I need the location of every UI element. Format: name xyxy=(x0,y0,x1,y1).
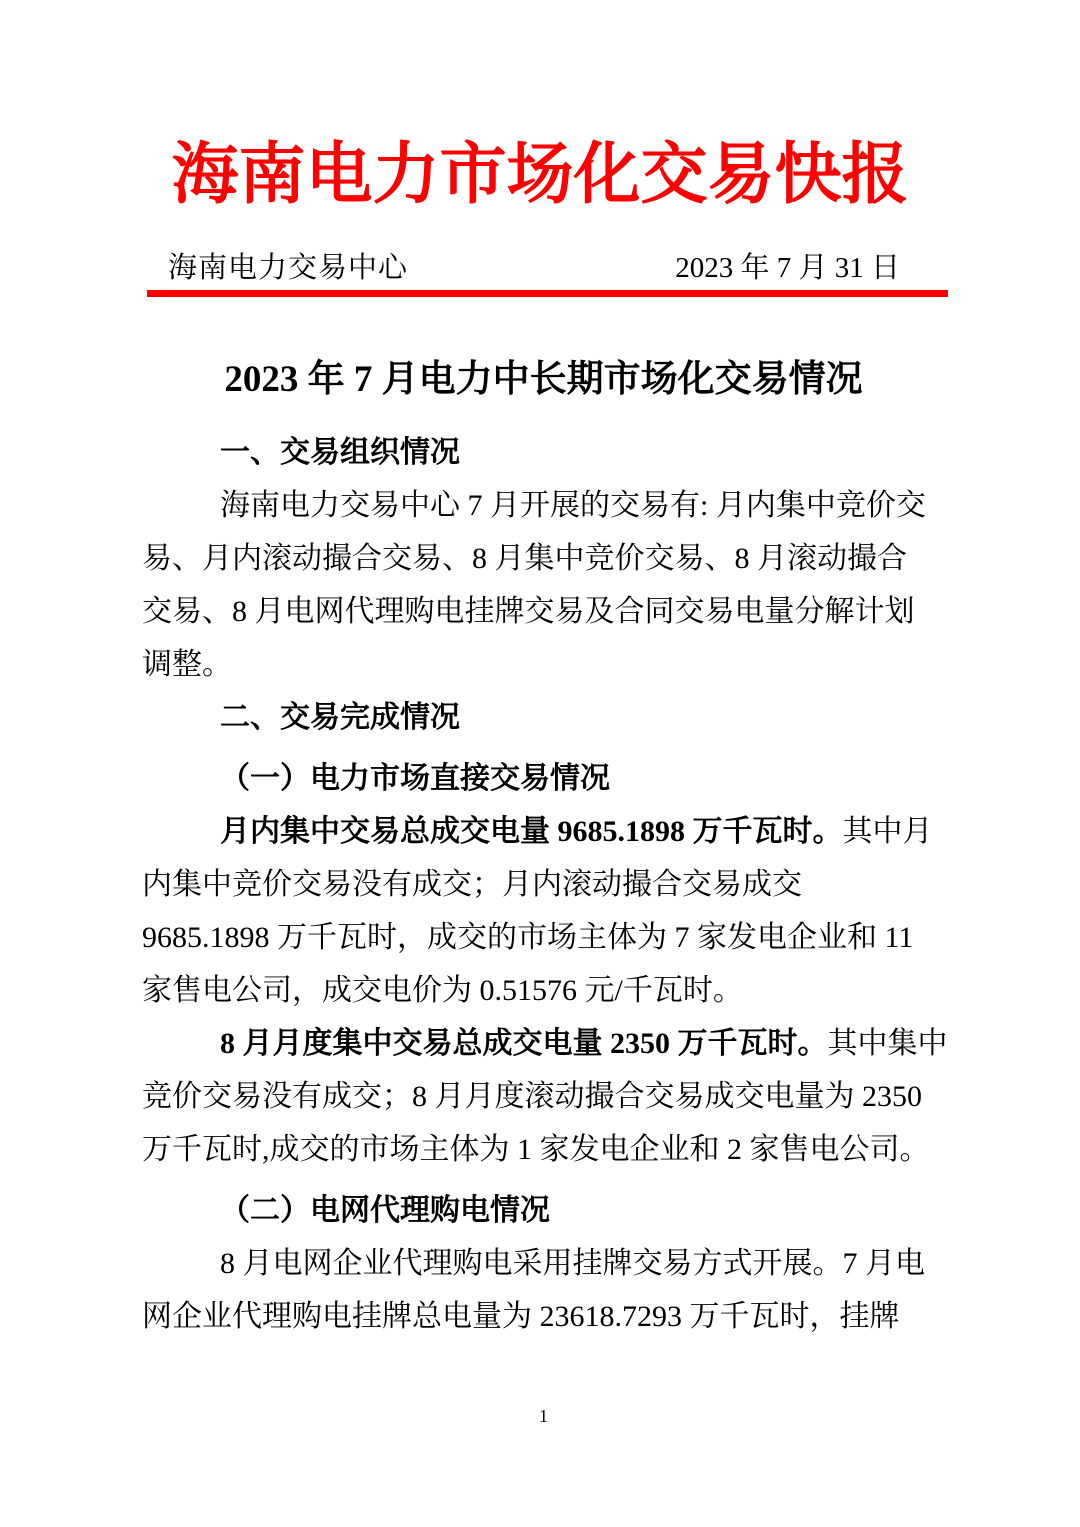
paragraph-2-line-2: 内集中竞价交易没有成交；月内滚动撮合交易成交 xyxy=(142,868,802,901)
masthead-date: 2023 年 7 月 31 日 xyxy=(675,252,900,284)
subsection-2-heading: （二）电网代理购电情况 xyxy=(220,1194,550,1227)
paragraph-2-line-1-rest: 其中月 xyxy=(842,815,933,848)
article-title: 2023 年 7 月电力中长期市场化交易情况 xyxy=(224,359,863,400)
paragraph-3-bold-lead: 8 月月度集中交易总成交电量 2350 万千瓦时。 xyxy=(220,1027,828,1060)
paragraph-1-line-4: 调整。 xyxy=(142,648,232,681)
subsection-1-heading: （一）电力市场直接交易情况 xyxy=(220,762,610,795)
paragraph-2-line-1 xyxy=(142,805,945,858)
paragraph-2-line-3: 9685.1898 万千瓦时，成交的市场主体为 7 家发电企业和 11 xyxy=(142,921,914,954)
paragraph-1-line-1: 海南电力交易中心 7 月开展的交易有: 月内集中竞价交 xyxy=(220,489,926,522)
paragraph-3-line-2: 竞价交易没有成交；8 月月度滚动撮合交易成交电量为 2350 xyxy=(142,1080,922,1113)
paragraph-1-line-3: 交易、8 月电网代理购电挂牌交易及合同交易电量分解计划 xyxy=(142,595,915,628)
masthead-org: 海南电力交易中心 xyxy=(168,252,409,284)
paragraph-3-line-1-rest: 其中集中 xyxy=(827,1027,948,1060)
paragraph-4-line-1: 8 月电网企业代理购电采用挂牌交易方式开展。7 月电 xyxy=(220,1247,925,1280)
paragraph-2-bold-lead: 月内集中交易总成交电量 9685.1898 万千瓦时。 xyxy=(220,815,843,848)
masthead-rule xyxy=(147,290,948,297)
paragraph-3-line-1 xyxy=(142,1017,948,1070)
masthead-meta-row xyxy=(168,250,900,286)
paragraph-1-line-2: 易、月内滚动撮合交易、8 月集中竞价交易、8 月滚动撮合 xyxy=(142,542,907,575)
paragraph-3-line-3: 万千瓦时,成交的市场主体为 1 家发电企业和 2 家售电公司。 xyxy=(142,1133,930,1166)
page-number: 1 xyxy=(539,1406,548,1426)
section-1-heading: 一、交易组织情况 xyxy=(220,436,460,469)
section-2-heading: 二、交易完成情况 xyxy=(220,701,460,734)
paragraph-4-line-2: 网企业代理购电挂牌总电量为 23618.7293 万千瓦时，挂牌 xyxy=(142,1300,900,1333)
article-body xyxy=(142,358,948,1343)
paragraph-2-line-4: 家售电公司，成交电价为 0.51576 元/千瓦时。 xyxy=(142,974,743,1007)
masthead-title: 海南电力市场化交易快报 xyxy=(171,138,909,212)
